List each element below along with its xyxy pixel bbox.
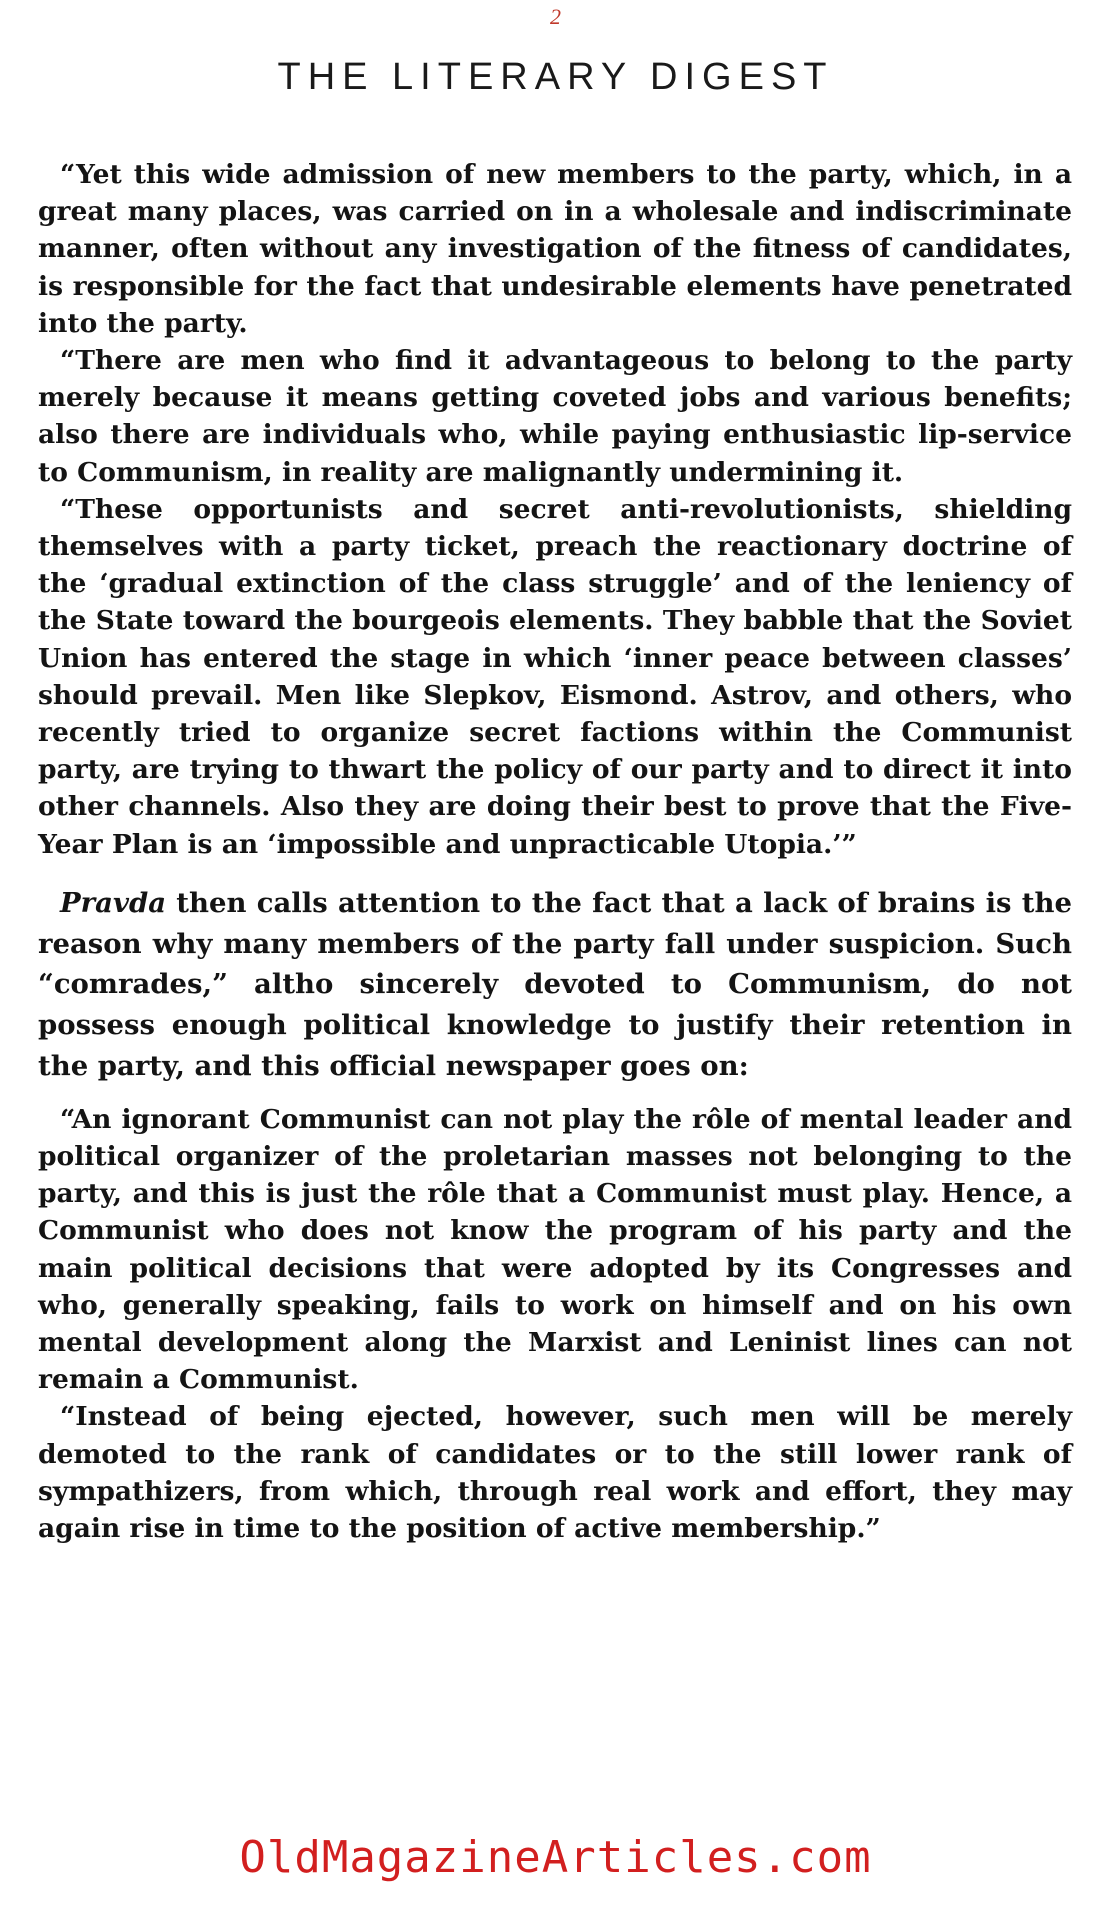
body-paragraph-text: then calls attention to the fact that a lack of brains is the reason why many members of the party fall under suspicion. Such “comrades,” altho sincerely devoted to Communism, do not possess enough political knowledge to justify their retention in the party, and this official newspaper goes on: [38, 886, 1072, 1083]
site-watermark: OldMagazineArticles.com [239, 1832, 872, 1883]
body-block [38, 883, 1072, 1087]
publication-name: Pravda [60, 886, 167, 919]
quote-paragraph: “There are men who find it advantageous to belong to the party merely because it means getting coveted jobs and various benefits; also there are individuals who, while paying enthusiastic lip-service to Communism, in reality are malignantly undermining it. [38, 345, 1072, 488]
quote-paragraph: “Yet this wide admission of new members to the party, which, in a great many places, was carried on in a wholesale and indiscriminate manner, often without any investigation of the fitness of candidates, is responsible for the fact that undesirable elements have penetrated into the party. [38, 159, 1072, 339]
block-quote-1 [38, 156, 1072, 863]
quote-paragraph: “Instead of being ejected, however, such men will be merely demoted to the rank of candidates or to the still lower rank of sympathizers, from which, through real work and effort, they may again rise in time to the position of active membership.” [38, 1401, 1072, 1545]
quote-paragraph: “An ignorant Communist can not play the rôle of mental leader and political organizer of the proletarian masses not belonging to the party, and this is just the rôle that a Communist must play. Hence, a Communist who does not know the program of his party and the main political decisions that were adopted by its Congresses and who, generally speaking, fails to work on himself and on his own mental development along the Marxist and Leninist lines can not remain a Communist. [38, 1103, 1072, 1396]
block-quote-2 [38, 1101, 1072, 1547]
article-body [38, 156, 1072, 1547]
body-paragraph [38, 883, 1072, 1087]
page-number: 2 [550, 4, 561, 29]
masthead-title: THE LITERARY DIGEST [277, 56, 834, 98]
quote-paragraph: “These opportunists and secret anti-revolutionists, shielding themselves with a party ticket, preach the reactionary doctrine of the ‘gradual extinction of the class struggle’ and of the leniency of the State toward the bourgeois elements. They babble that the Soviet Union has entered the stage in which ‘inner peace between classes’ should prevail. Men like Slepkov, Eismond. Astrov, and others, who recently tried to organize secret factions within the Communist party, are trying to thwart the policy of our party and to direct it into other channels. Also they are doing their best to prove that the Five-Year Plan is an ‘impossible and unpracticable Utopia.’” [38, 493, 1072, 860]
